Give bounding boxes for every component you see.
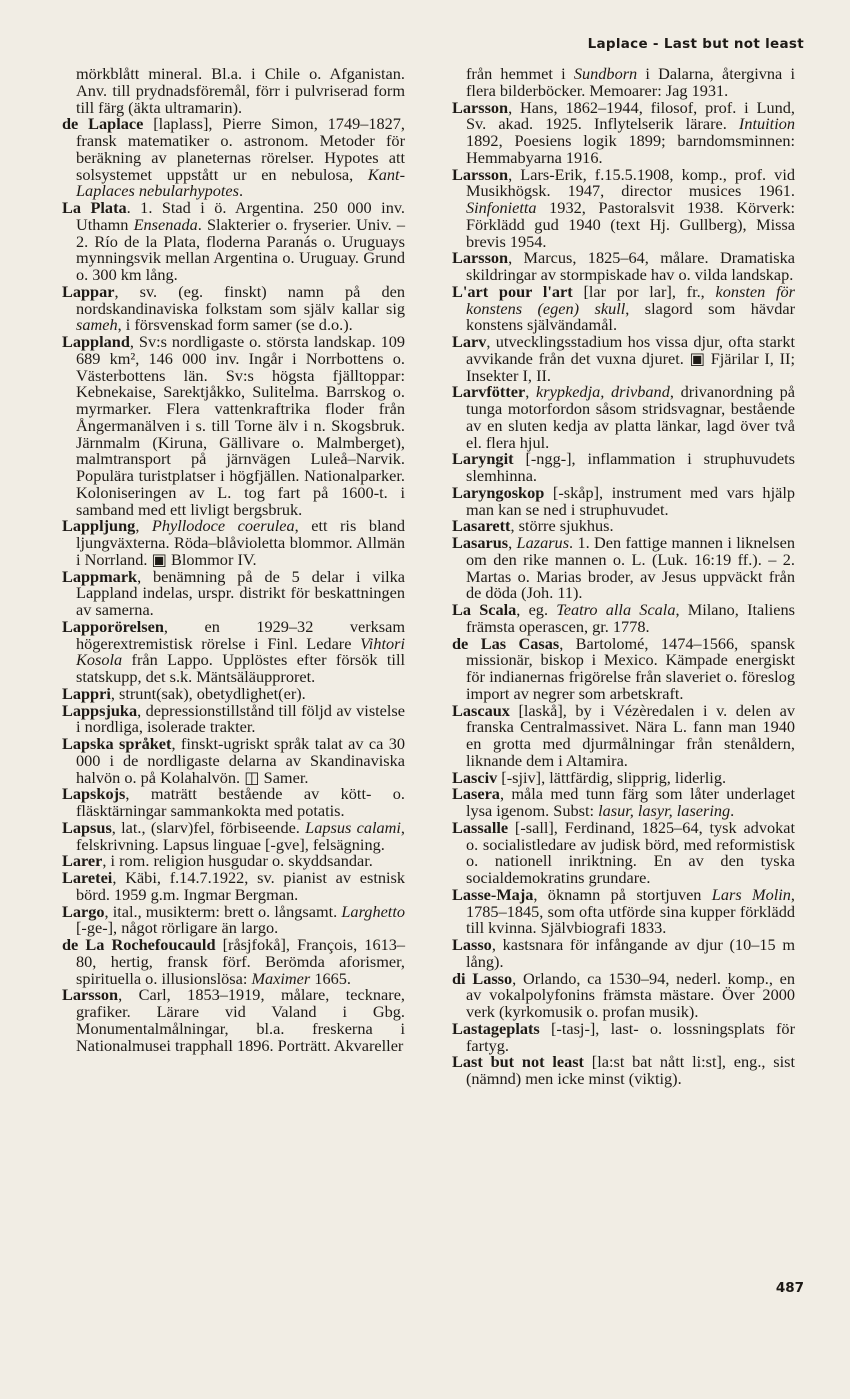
dictionary-entry — [452, 1054, 795, 1088]
entry-text-tail: i Dalarna, återgivna i flera bilderböcker. Memoarer: Jag 1931. — [466, 64, 796, 100]
entry-headword: Larvfötter — [452, 382, 526, 402]
entry-italic: Sundborn — [573, 64, 638, 83]
entry-headword: Last but not least — [452, 1052, 584, 1072]
entry-text: , Käbi, f.14.7.1922, sv. pianist av estnisk börd. 1959 g.m. Ingmar Bergman. — [76, 868, 405, 904]
entry-headword: L'art pour l'art — [452, 281, 573, 301]
entry-headword: Larsson — [452, 164, 509, 184]
entry-text: [-tasj-], last- o. lossningsplats för fartyg. — [466, 1018, 795, 1055]
dictionary-entry — [62, 817, 405, 854]
entry-text: , i rom. religion husgudar o. skyddsandar. — [102, 851, 373, 871]
entry-headword: Larv — [452, 332, 487, 351]
entry-text-tail: från Lappo. Upplöstes efter försök till statskupp, det s.k. Mäntsäläupproret. — [76, 650, 405, 686]
entry-text: [-skåp], instrument med vars hjälp man kan se ned i struphuvudet. — [466, 482, 795, 519]
entry-italic: konsten för konstens (egen) skull — [466, 281, 795, 318]
entry-headword: Lappri — [62, 683, 111, 703]
dictionary-entry — [62, 786, 405, 820]
entry-text: , eg. — [516, 600, 557, 619]
entry-headword: Lascaux — [452, 700, 510, 720]
entry-headword: Lappmark — [62, 566, 138, 586]
entry-headword: Lasera — [452, 784, 500, 804]
dictionary-entry — [452, 97, 795, 167]
entry-headword: Lapporörelsen — [62, 616, 164, 636]
entry-text-tail: , drivanordning på tunga motorfordon såsom stridsvagnar, bestående av en sluten kedja av platta länkar, lagd över två el. flera hjul. — [466, 382, 795, 452]
entry-text: , större sjukhus. — [510, 516, 614, 536]
entry-italic: Sinfonietta — [466, 198, 537, 217]
entry-text: mörkblått mineral. Bl.a. i Chile o. Afganistan. Anv. till prydnadsföremål, förr i pulvriserad form till färg (äkta ultramarin). — [76, 64, 405, 117]
dictionary-entry — [62, 937, 405, 987]
entry-text: , Bartolomé, 1474–1566, spansk missionär, biskop i Mexico. Kämpade energiskt för indianernas frigörelse från slaveriet o. föreslog import av negrer som arbetskraft. — [466, 633, 795, 703]
dictionary-entry — [62, 200, 405, 284]
dictionary-entry — [452, 884, 795, 938]
entry-text: , en 1929–32 verksam högerextremistisk rörelse i Finl. Ledare — [76, 616, 405, 653]
dictionary-entry — [452, 281, 795, 335]
dictionary-entry — [452, 482, 795, 519]
dictionary-entry — [452, 250, 795, 284]
entry-text-tail: , felskrivning. Lapsus linguae [-gve], felsägning. — [76, 817, 405, 854]
dictionary-entry — [62, 870, 405, 904]
dictionary-entry — [62, 518, 405, 568]
entry-headword: Lapska språket — [62, 734, 172, 753]
right-column — [452, 66, 795, 1088]
dictionary-entry — [452, 66, 795, 100]
entry-text: , Sv:s nordligaste o. största landskap. 109 689 km², 146 000 inv. Ingår i Norrbottens o. Västerbottens län. Sv:s högsta fjälltoppar: Kebnekaise, Sarektjåkko, Sulitelma. Barrskog o. myrmarker. Flera vattenkraftrika floder från Ångermanälven i s. till Torne älv i n. Skogsbruk. Järnmalm (Kiruna, Gällivare o. Malmberget), malmtransport på järnvägen Luleå–Narvik. Populära turistplatser i högfjällen. Nationalparker. Koloniseringen av L. tog fart på 1600-t. i samband med ett livligt bergsbruk. — [76, 332, 405, 519]
entry-text: [-sjiv], lättfärdig, slipprig, liderlig. — [497, 767, 727, 787]
entry-text: , Marcus, 1825–64, målare. Dramatiska skildringar av stormpiskade hav o. vilda landskap. — [466, 248, 795, 284]
page-number: 487 — [775, 1280, 804, 1296]
entry-italic: Phyllodoce coerulea — [151, 516, 295, 536]
entry-headword: Lassalle — [452, 817, 509, 837]
entry-headword: Larsson — [452, 97, 509, 117]
dictionary-entry — [62, 616, 405, 686]
entry-text-tail: , 1785–1845, som ofta utförde sina kupper förklädd till kvinna. Självbiografi 1833. — [466, 884, 795, 938]
entry-headword: de Laplace — [62, 114, 144, 134]
entry-text-tail: . Slakterier o. fryserier. Univ. – 2. Río de la Plata, floderna Paranás o. Uruguays mynningsvik mellan Argentina o. Uruguay. Grund o. 300 km lång. — [76, 214, 405, 284]
entry-headword: Largo — [62, 901, 105, 921]
entry-text: , maträtt bestående av kött- o. fläsktärningar sammankokta med potatis. — [76, 784, 405, 820]
entry-headword: Lappljung — [62, 516, 136, 536]
entry-text-tail: , ett ris bland ljungväxterna. Röda–blåvioletta blommor. Allmän i Norrland. ▣ Blommor IV. — [76, 516, 405, 569]
entry-text-tail: [-ge-], något rörligare än largo. — [76, 918, 279, 938]
entry-text-tail: , i försvenskad form samer (se d.o.). — [117, 315, 353, 335]
entry-text: , Carl, 1853–1919, målare, tecknare, grafiker. Lärare vid Valand i Gbg. Monumentalmålningar, bl.a. freskerna i Nationalmusei trapphall 1896. Porträtt. Akvareller — [76, 985, 405, 1055]
entry-headword: Laryngit — [452, 449, 514, 469]
dictionary-entry — [62, 736, 405, 786]
dictionary-entry — [62, 901, 405, 938]
entry-italic: Larghetto — [341, 901, 405, 921]
entry-text: , måla med tunn färg som låter underlaget lysa igenom. Subst: — [466, 784, 795, 820]
entry-headword: Lasarett — [452, 516, 511, 536]
entry-text-tail: . — [730, 801, 735, 820]
entry-headword: Larsson — [62, 985, 119, 1005]
dictionary-entry — [452, 334, 795, 384]
entry-text-tail: , slagord som hävdar konstens självändamål. — [466, 298, 795, 335]
entry-text: , — [508, 533, 517, 552]
entry-headword: Lappland — [62, 332, 130, 351]
entry-italic: lasur, lasyr, lasering — [598, 801, 731, 820]
entry-text: , lat., (slarv)fel, förbiseende. — [111, 817, 306, 837]
dictionary-entry — [62, 281, 405, 335]
entry-italic: Ensenada — [133, 214, 198, 234]
entry-italic: krypkedja, drivband — [536, 382, 670, 402]
entry-text-tail: , Milano, Italiens främsta operascen, gr. 1778. — [466, 600, 795, 636]
entry-headword: di Lasso — [452, 968, 513, 988]
entry-headword: Laryngoskop — [452, 482, 545, 502]
entry-text: [-sall], Ferdinand, 1825–64, tysk advokat o. socialistledare av judisk börd, med reformistisk o. nationell inriktning. En av den tyska socialdemokratins grundare. — [466, 817, 795, 887]
dictionary-entry — [62, 700, 405, 737]
entry-headword: de Las Casas — [452, 633, 560, 653]
entry-text-tail: 1932, Pastoralsvit 1938. Körverk: Förklädd gud 1940 (text Hj. Gullberg), Missa brevis 1954. — [466, 198, 795, 251]
dictionary-entry — [452, 1018, 795, 1055]
entry-text: [la:st bat nått li:st], eng., sist (nämnd) men icke minst (viktig). — [466, 1052, 795, 1088]
entry-headword: La Scala — [452, 600, 517, 619]
entry-text: , ital., musikterm: brett o. långsamt. — [104, 901, 342, 921]
entry-text: [laplass], Pierre Simon, 1749–1827, fransk matematiker o. astronom. Metoder för beräkning av planeternas rörelser. Hypotes att solsystemet uppstått ur en nebulosa, — [76, 114, 405, 184]
entry-headword: Lapsus — [62, 817, 112, 837]
entry-text: , Lars-Erik, f.15.5.1908, komp., prof. vid Musikhögsk. 1947, director musices 1961. — [466, 164, 795, 201]
entry-text: , depressionstillstånd till följd av vistelse i nordliga, isolerade trakter. — [76, 700, 405, 737]
entry-text-tail: . 1. Den fattige mannen i liknelsen om den rike mannen o. L. (Luk. 16:19 ff.). – 2. Martas o. Marias broder, av Jesus uppväckt från de döda (Joh. 11). — [466, 533, 796, 603]
dictionary-entry — [62, 566, 405, 619]
entry-text-tail: 1665. — [310, 968, 351, 988]
entry-text: [lar por lar], fr., — [572, 281, 716, 301]
entry-text: , finskt-ugriskt språk talat av ca 30 000 i de nordligaste delarna av Skandinaviska halvön o. på Kolahalvön. ◫ Samer. — [76, 734, 405, 787]
dictionary-entry — [452, 535, 795, 602]
entry-text: [laskå], by i Vézèredalen i v. delen av franska Centralmassivet. Nära L. fann man 1940 en grotta med djurmålningar från stenåldern, liknande dem i Altamira. — [466, 700, 795, 770]
dictionary-entry — [62, 116, 405, 200]
entry-text: , Orlando, ca 1530–94, nederl. komp., en av vokalpolyfonins främsta mästare. Över 2000 verk (kyrkomusik o. profan musik). — [466, 968, 796, 1021]
dictionary-entry — [452, 633, 795, 703]
entry-text-tail: . — [238, 181, 244, 201]
left-column — [62, 66, 405, 1054]
dictionary-entry — [452, 384, 795, 451]
entry-text: , kastsnara för infångande av djur (10–15 m lång). — [466, 935, 795, 971]
entry-italic: Lapsus calami — [305, 817, 401, 837]
dictionary-entry — [452, 700, 795, 770]
entry-text: , sv. (eg. finskt) namn på den nordskandinaviska folkstam som själv kallar sig — [76, 281, 405, 318]
entry-italic: Maximer — [251, 968, 311, 988]
entry-italic: Lazarus — [516, 533, 570, 552]
entry-text: , utvecklingsstadium hos vissa djur, ofta starkt avvikande från det vuxna djuret. ▣ Fjärilar I, II; Insekter I, II. — [466, 332, 795, 385]
entry-text: [råsjfokå], François, 1613–80, hertig, fransk förf. Berömda aforismer, spirituella o. illusionslösa: — [76, 935, 406, 988]
dictionary-entry — [452, 164, 795, 251]
entry-headword: Larsson — [452, 248, 509, 268]
entry-text: , Hans, 1862–1944, filosof, prof. i Lund, Sv. akad. 1925. Inflytelserik lärare. — [466, 97, 795, 134]
entry-text: från hemmet i — [466, 64, 574, 83]
dictionary-entry — [62, 334, 405, 518]
dictionary-entry — [452, 451, 795, 485]
entry-text: , — [525, 382, 537, 402]
dictionary-entry — [62, 66, 405, 116]
dictionary-entry — [452, 602, 795, 636]
entry-text: , strunt(sak), obetydlighet(er). — [110, 683, 306, 703]
entry-headword: Lastageplats — [452, 1018, 540, 1038]
entry-italic: Kant-Laplaces nebularhypotes — [76, 164, 405, 201]
entry-text: , öknamn på stortjuven — [533, 884, 712, 904]
entry-headword: Lappsjuka — [62, 700, 138, 720]
running-head: Laplace - Last but not least — [587, 36, 804, 52]
dictionary-entry — [62, 987, 405, 1054]
dictionary-entry — [452, 817, 795, 887]
entry-headword: de La Rochefoucauld — [62, 935, 216, 954]
entry-text: . 1. Stad i ö. Argentina. 250 000 inv. Uthamn — [76, 198, 405, 234]
entry-text: , — [135, 516, 152, 536]
dictionary-entry — [452, 968, 796, 1021]
entry-italic: Intuition — [738, 114, 795, 134]
entry-headword: Lapskojs — [62, 784, 126, 804]
entry-headword: Lasso — [452, 935, 492, 954]
entry-headword: La Plata — [62, 198, 127, 217]
entry-headword: Laretei — [62, 868, 113, 887]
entry-italic: sameh — [76, 315, 118, 335]
entry-italic: Teatro alla Scala — [556, 600, 676, 619]
entry-headword: Lasarus — [452, 533, 509, 552]
entry-text: , benämning på de 5 delar i vilka Lappland indelas, urspr. distrikt för beskattningen av samerna. — [76, 566, 405, 619]
entry-text-tail: 1892, Poesiens logik 1899; barndomsminnen: Hemmabyarna 1916. — [466, 131, 795, 167]
dictionary-entry — [452, 937, 795, 971]
entry-headword: Larer — [62, 851, 103, 871]
entry-headword: Lasse-Maja — [452, 884, 534, 904]
entry-headword: Lasciv — [452, 767, 498, 787]
entry-italic: Vihtori Kosola — [76, 633, 405, 670]
entry-headword: Lappar — [62, 281, 115, 301]
entry-italic: Lars Molin — [711, 884, 791, 904]
dictionary-entry — [452, 786, 795, 820]
entry-text: [-ngg-], inflammation i struphuvudets slemhinna. — [466, 449, 795, 485]
